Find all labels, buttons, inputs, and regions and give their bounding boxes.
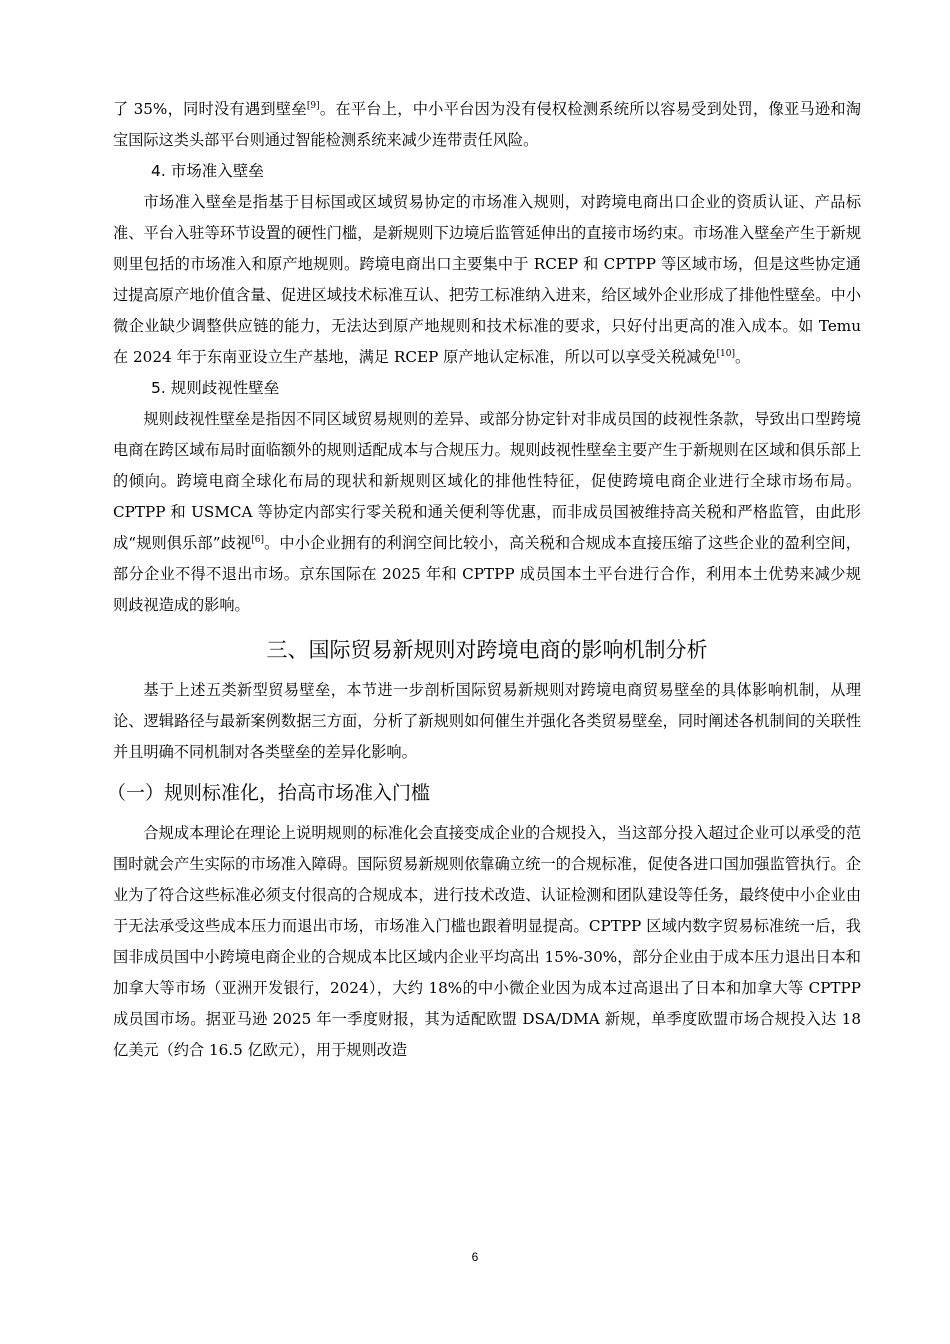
paragraph-section-intro: 基于上述五类新型贸易壁垒，本节进一步剖析国际贸易新规则对跨境电商贸易壁垒的具体影响机制，从理论、逻辑路径与最新案例数据三方面，分析了新规则如何催生并强化各类贸易壁垒，同时阐述各机制间的关联性并且明确不同机制对各类壁垒的差异化影响。 — [113, 681, 861, 761]
paragraph-text: 。 — [735, 348, 751, 366]
citation-ref[interactable]: [10] — [716, 349, 735, 359]
page-body — [107, 94, 861, 1066]
subheading-rule-discrimination-barrier: 5. 规则歧视性壁垒 — [151, 379, 280, 397]
page-number: 6 — [471, 1250, 479, 1264]
subsection-heading: （一）规则标准化，抬高市场准入门槛 — [107, 782, 431, 804]
paragraph-text: 了 35%，同时没有遇到壁垒 — [113, 100, 307, 118]
paragraph-text: 规则歧视性壁垒是指因不同区域贸易规则的差异、或部分协定针对非成员国的歧视性条款，导致出口型跨境电商在跨区域布局时面临额外的规则适配成本与合规压力。规则歧视性壁垒主要产生于新规则在区域和俱乐部上的倾向。跨境电商全球化布局的现状和新规则区域化的排他性特征，促使跨境电商企业进行全球市场布局。CPTPP 和 USMCA 等协定内部实行零关税和通关便利等优惠，而非成员国被维持高关税和严格监管，由此形成“规则俱乐部”歧视 — [113, 410, 861, 552]
paragraph-rule-discrimination — [113, 404, 861, 621]
section-heading: 三、国际贸易新规则对跨境电商的影响机制分析 — [266, 638, 708, 662]
paragraph-compliance-cost: 合规成本理论在理论上说明规则的标准化会直接变成企业的合规投入，当这部分投入超过企业可以承受的范围时就会产生实际的市场准入障碍。国际贸易新规则依靠确立统一的合规标准，促使各进口国加强监管执行。企业为了符合这些标准必须支付很高的合规成本，进行技术改造、认证检测和团队建设等任务，最终使中小企业由于无法承受这些成本压力而退出市场，市场准入门槛也跟着明显提高。CPTPP 区域内数字贸易标准统一后，我国非成员国中小跨境电商企业的合规成本比区域内企业平均高出 15%-30%，部分企业由于成本压力退出日本和加拿大等市场（亚洲开发银行，2024），大约 18%的中小微企业因为成本过高退出了日本和加拿大等 CPTPP 成员国市场。据亚马逊 2025 年一季度财报，其为适配欧盟 DSA/DMA 新规，单季度欧盟市场合规投入达 18 亿美元（约合 16.5 亿欧元），用于规则改造 — [113, 824, 861, 1059]
paragraph-text: 。中小企业拥有的利润空间比较小，高关税和合规成本直接压缩了这些企业的盈利空间，部分企业不得不退出市场。京东国际在 2025 年和 CPTPP 成员国本土平台进行合作，利用本土优势来减少规则歧视造成的影响。 — [113, 534, 861, 614]
paragraph-market-access — [113, 187, 861, 373]
paragraph-continued — [113, 94, 861, 156]
paragraph-text: 市场准入壁垒是指基于目标国或区域贸易协定的市场准入规则，对跨境电商出口企业的资质认证、产品标准、平台入驻等环节设置的硬性门槛，是新规则下边境后监管延伸出的直接市场约束。市场准入壁垒产生于新规则里包括的市场准入和原产地规则。跨境电商出口主要集中于 RCEP 和 CPTPP 等区域市场，但是这些协定通过提高原产地价值含量、促进区域技术标准互认、把劳工标准纳入进来，给区域外企业形成了排他性壁垒。中小微企业缺少调整供应链的能力，无法达到原产地规则和技术标准的要求，只好付出更高的准入成本。如 Temu 在 2024 年于东南亚设立生产基地，满足 RCEP 原产地认定标准，所以可以享受关税减免 — [113, 193, 861, 366]
citation-ref[interactable]: [6] — [251, 535, 264, 545]
subheading-market-access-barrier: 4. 市场准入壁垒 — [151, 162, 264, 180]
paragraph-text: 。在平台上，中小平台因为没有侵权检测系统所以容易受到处罚，像亚马逊和淘宝国际这类头部平台则通过智能检测系统来减少连带责任风险。 — [113, 100, 861, 149]
citation-ref[interactable]: [9] — [306, 101, 320, 111]
